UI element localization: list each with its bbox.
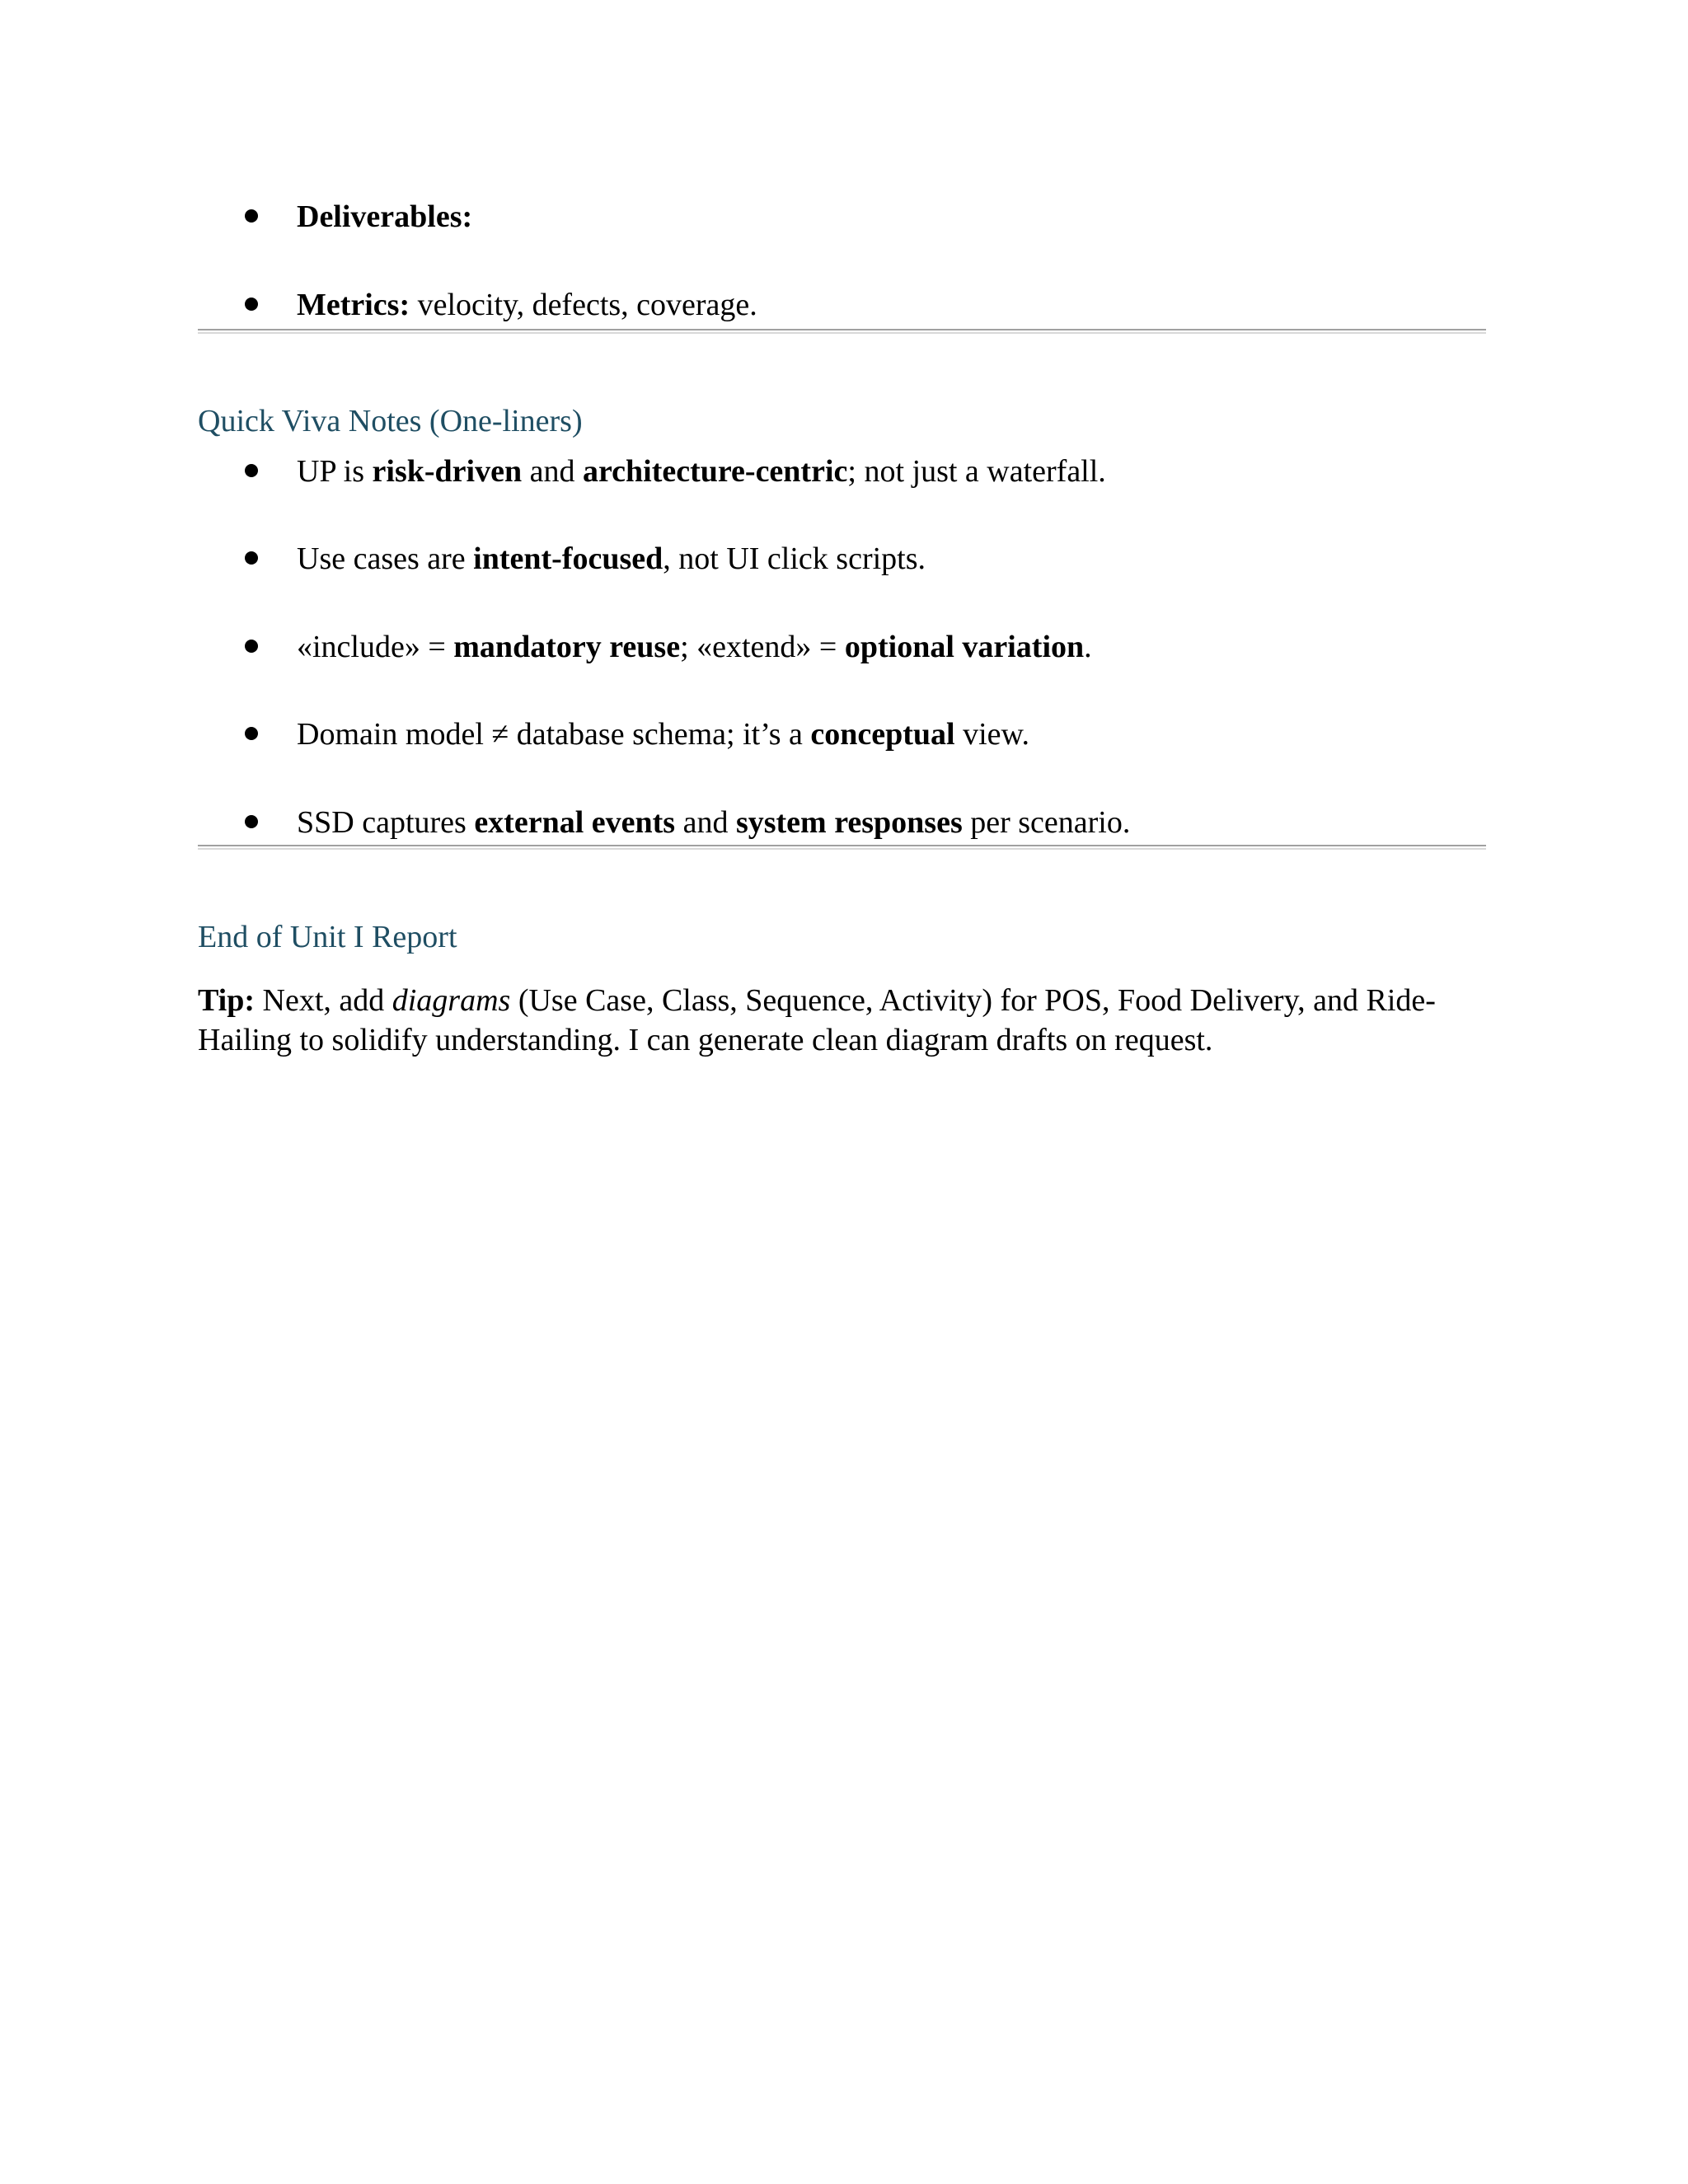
list-item-text	[297, 628, 1092, 666]
metrics-text: velocity, defects, coverage.	[410, 288, 757, 322]
section-heading-viva-notes: Quick Viva Notes (One-liners)	[198, 404, 583, 438]
bullet-icon	[245, 209, 258, 223]
tip-label: Tip:	[198, 983, 256, 1018]
horizontal-rule	[198, 329, 1486, 334]
bullet-icon	[245, 298, 258, 311]
text-run: UP is	[297, 454, 373, 489]
text-run: and	[675, 805, 736, 840]
metrics-label: Metrics:	[297, 288, 410, 322]
bullet-icon	[245, 815, 258, 828]
text-run: SSD captures	[297, 805, 475, 840]
text-run: .	[1084, 630, 1092, 664]
list-item-text	[297, 452, 1106, 490]
list-item-text	[297, 715, 1029, 753]
bullet-icon	[245, 727, 258, 740]
list-item-text	[297, 286, 757, 324]
bold-term: risk-driven	[372, 454, 523, 489]
tip-text: (Use Case, Class, Sequence, Activity) for POS, Food Delivery, and Ride-Hailing to solidify understanding. I can generate clean diagram drafts on request.	[198, 983, 1436, 1057]
deliverables-label: Deliverables:	[297, 199, 473, 234]
text-run: ; not just a waterfall.	[847, 454, 1106, 489]
text-run: per scenario.	[962, 805, 1131, 840]
bold-term: architecture-centric	[582, 454, 848, 489]
section-heading-end-of-report: End of Unit I Report	[198, 920, 457, 954]
text-run: Domain model ≠ database schema; it’s a	[297, 717, 811, 752]
bold-term: mandatory reuse	[453, 630, 681, 664]
horizontal-rule	[198, 845, 1486, 850]
list-item-text	[297, 804, 1130, 841]
list-item-text	[297, 198, 472, 236]
bold-term: system responses	[735, 805, 963, 840]
bullet-icon	[245, 640, 258, 653]
bold-term: conceptual	[810, 717, 955, 752]
text-run: and	[522, 454, 583, 489]
text-run: view.	[954, 717, 1030, 752]
text-run: , not UI click scripts.	[663, 541, 926, 576]
list-item-text	[297, 540, 926, 578]
tip-text: Next, add	[255, 983, 392, 1018]
bullet-icon	[245, 464, 258, 477]
text-run: «include» =	[297, 630, 454, 664]
bold-term: intent-focused	[473, 541, 663, 576]
bold-term: optional variation	[844, 630, 1085, 664]
bullet-icon	[245, 551, 258, 565]
text-run: ; «extend» =	[680, 630, 845, 664]
tip-paragraph	[198, 981, 1486, 1060]
tip-italic-term: diagrams	[392, 983, 511, 1018]
bold-term: external events	[474, 805, 676, 840]
text-run: Use cases are	[297, 541, 474, 576]
